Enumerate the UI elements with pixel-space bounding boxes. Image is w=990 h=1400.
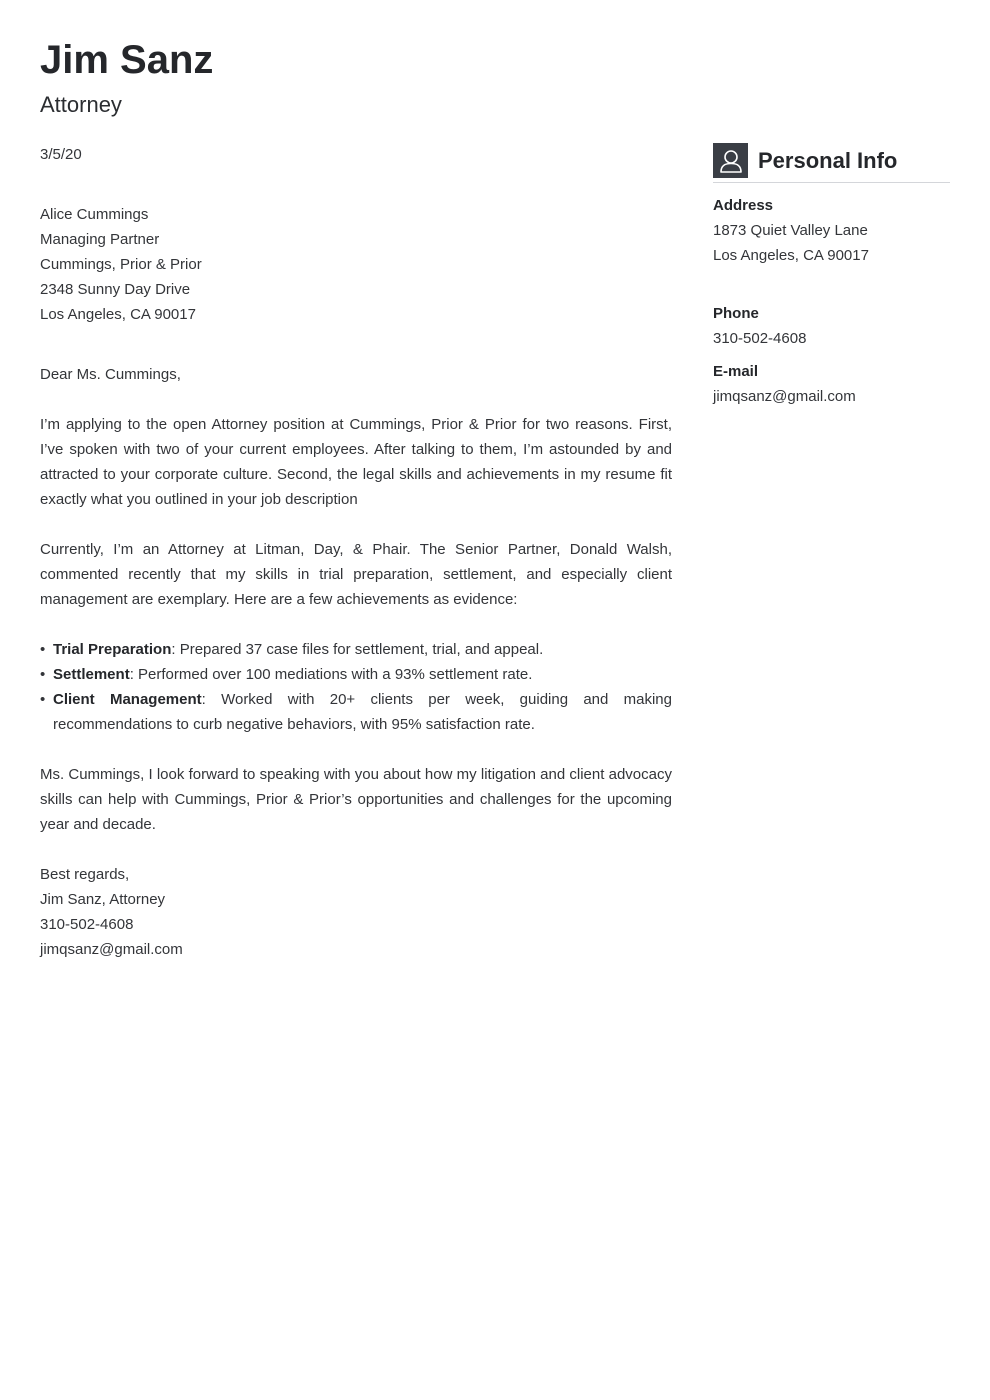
paragraph-current-role: Currently, I’m an Attorney at Litman, Day, & Phair. The Senior Partner, Donald Walsh, commented recently that my skills in trial preparation, settlement, and especially client management are exemplary. Here are a few achievements as evidence: [40,541,672,608]
section-title: Personal Info [758,147,898,173]
email-label: E-mail [713,363,759,380]
applicant-title: Attorney [40,92,122,117]
email-block [713,359,950,409]
phone-block [713,301,950,351]
person-icon [713,143,748,178]
email-value: jimqsanz@gmail.com [713,388,856,405]
list-item [40,662,672,687]
recipient-street: 2348 Sunny Day Drive [40,281,191,298]
recipient-city: Los Angeles, CA 90017 [40,306,196,323]
recipient-company: Cummings, Prior & Prior [40,256,202,273]
personal-info-sidebar [713,143,950,409]
paragraph-closing: Ms. Cummings, I look forward to speaking with you about how my litigation and client advocacy skills can help with Cummings, Prior & Prior’s opportunities and challenges for the upcoming year and decade. [40,766,672,833]
letter-date: 3/5/20 [40,146,82,163]
address-line-1: 1873 Quiet Valley Lane [713,222,868,239]
achievements-list [40,637,672,737]
letter-body [40,142,672,962]
section-header [713,143,950,183]
achievement-text: : Prepared 37 case files for settlement, trial, and appeal. [171,641,544,658]
phone-label: Phone [713,305,759,322]
list-item [40,637,672,662]
achievement-label: Settlement [53,666,130,683]
signoff-email: jimqsanz@gmail.com [40,941,183,958]
paragraph-intro: I’m applying to the open Attorney position at Cummings, Prior & Prior for two reasons. First, I’ve spoken with two of your current employees. After talking to them, I’m astounded by and attracted to your corporate culture. Second, the legal skills and achievements in my resume fit exactly what you outlined in your job description [40,416,672,508]
achievement-text: : Performed over 100 mediations with a 93% settlement rate. [129,666,533,683]
recipient-block [40,202,672,327]
signoff-closing: Best regards, [40,866,130,883]
list-item [40,687,672,737]
address-line-2: Los Angeles, CA 90017 [713,247,869,264]
letter-header [40,36,213,120]
achievement-text: : Worked with 20+ clients per week, guiding and making recommendations to curb negative behaviors, with 95% satisfaction rate. [53,691,672,733]
phone-value: 310-502-4608 [713,330,807,347]
signoff-phone: 310-502-4608 [40,916,134,933]
achievement-label: Trial Preparation [53,641,172,658]
recipient-position: Managing Partner [40,231,160,248]
signoff-name: Jim Sanz, Attorney [40,891,166,908]
recipient-name: Alice Cummings [40,206,149,223]
achievement-label: Client Management [53,691,202,708]
address-block [713,193,950,268]
letter-greeting: Dear Ms. Cummings, [40,366,181,383]
signoff-block [40,862,672,962]
address-label: Address [713,197,774,214]
applicant-name: Jim Sanz [40,38,214,82]
